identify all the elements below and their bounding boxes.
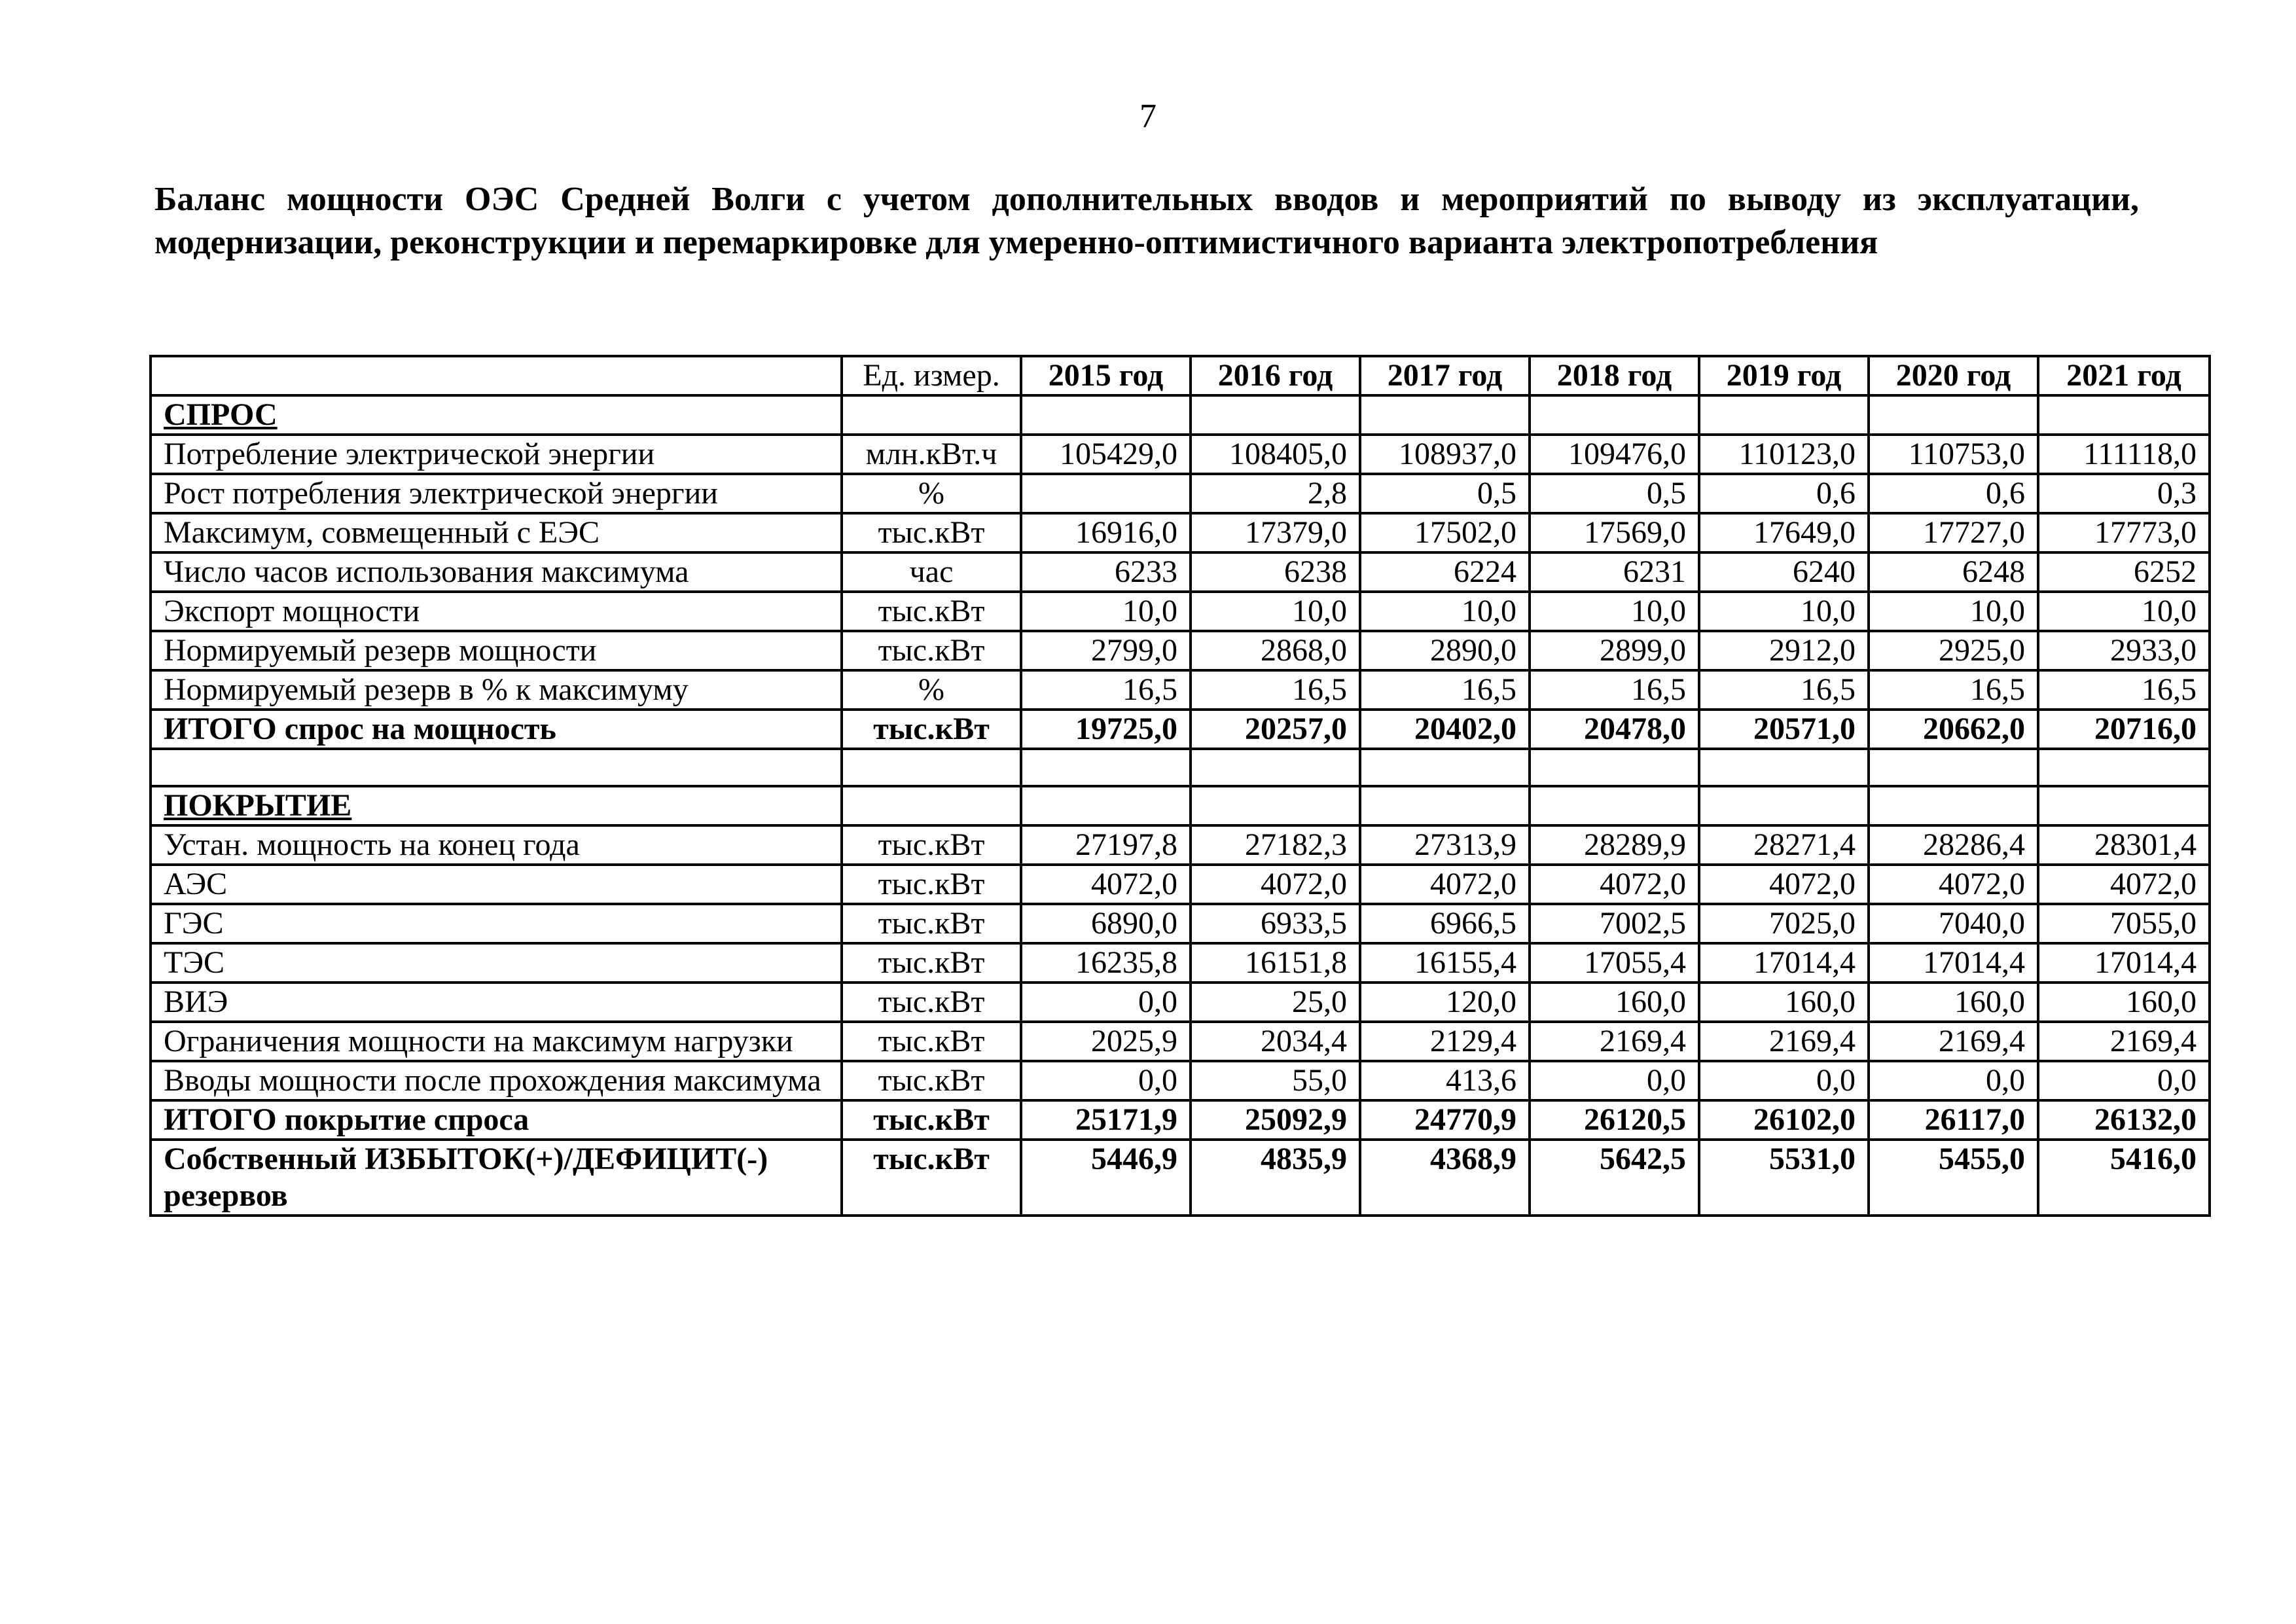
- value-cell: 4368,9: [1360, 1140, 1530, 1216]
- value-cell: 6224: [1360, 552, 1530, 592]
- value-cell: 6252: [2038, 552, 2210, 592]
- demand-total: [151, 710, 2210, 749]
- value-cell: 7025,0: [1699, 904, 1869, 943]
- value-cell: 28271,4: [1699, 825, 1869, 865]
- value-cell: 17502,0: [1360, 513, 1530, 552]
- value-cell: 4072,0: [1191, 865, 1360, 904]
- value-cell: 2933,0: [2038, 631, 2210, 670]
- value-cell: 160,0: [2038, 983, 2210, 1022]
- value-cell: 10,0: [1530, 592, 1699, 631]
- header-year-cell: 2020 год: [1869, 356, 2038, 395]
- value-cell: 0,5: [1360, 474, 1530, 513]
- coverage-total: [151, 1100, 2210, 1140]
- value-cell: 20257,0: [1191, 710, 1360, 749]
- table-row: [151, 435, 2210, 474]
- row-unit: тыс.кВт: [842, 943, 1021, 983]
- value-cell: 2169,4: [1699, 1022, 1869, 1061]
- value-cell: 160,0: [1699, 983, 1869, 1022]
- value-cell: 0,5: [1530, 474, 1699, 513]
- value-cell: 27313,9: [1360, 825, 1530, 865]
- header-year-cell: 2021 год: [2038, 356, 2210, 395]
- value-cell: 5416,0: [2038, 1140, 2210, 1216]
- row-label: ИТОГО покрытие спроса: [151, 1100, 842, 1140]
- value-cell: 25092,9: [1191, 1100, 1360, 1140]
- value-cell: 108937,0: [1360, 435, 1530, 474]
- row-unit: тыс.кВт: [842, 1140, 1021, 1216]
- value-cell: 2925,0: [1869, 631, 2038, 670]
- value-cell: 2868,0: [1191, 631, 1360, 670]
- value-cell: 4072,0: [1699, 865, 1869, 904]
- value-cell: 110123,0: [1699, 435, 1869, 474]
- value-cell: 16,5: [1530, 670, 1699, 710]
- row-label: Устан. мощность на конец года: [151, 825, 842, 865]
- table-row: [151, 1061, 2210, 1100]
- row-label: Максимум, совмещенный с ЕЭС: [151, 513, 842, 552]
- row-unit: тыс.кВт: [842, 1100, 1021, 1140]
- value-cell: 20478,0: [1530, 710, 1699, 749]
- row-label: Ограничения мощности на максимум нагрузки: [151, 1022, 842, 1061]
- row-label: Потребление электрической энергии: [151, 435, 842, 474]
- value-cell: 2169,4: [1869, 1022, 2038, 1061]
- value-cell: 0,0: [1869, 1061, 2038, 1100]
- row-unit: тыс.кВт: [842, 1022, 1021, 1061]
- value-cell: 5446,9: [1021, 1140, 1191, 1216]
- value-cell: 10,0: [1191, 592, 1360, 631]
- table-row: [151, 865, 2210, 904]
- header-year-cell: 2018 год: [1530, 356, 1699, 395]
- row-unit: млн.кВт.ч: [842, 435, 1021, 474]
- row-unit: тыс.кВт: [842, 592, 1021, 631]
- value-cell: 28286,4: [1869, 825, 2038, 865]
- header-year-cell: 2017 год: [1360, 356, 1530, 395]
- header-year-cell: 2019 год: [1699, 356, 1869, 395]
- value-cell: 2129,4: [1360, 1022, 1530, 1061]
- value-cell: 2169,4: [2038, 1022, 2210, 1061]
- value-cell: 5455,0: [1869, 1140, 2038, 1216]
- value-cell: 26132,0: [2038, 1100, 2210, 1140]
- balance-result: [151, 1140, 2210, 1216]
- value-cell: 4072,0: [1021, 865, 1191, 904]
- value-cell: 0,0: [2038, 1061, 2210, 1100]
- table-row: [151, 943, 2210, 983]
- value-cell: 2890,0: [1360, 631, 1530, 670]
- value-cell: 16235,8: [1021, 943, 1191, 983]
- value-cell: 16,5: [2038, 670, 2210, 710]
- row-label: ТЭС: [151, 943, 842, 983]
- value-cell: 26117,0: [1869, 1100, 2038, 1140]
- table-row: [151, 592, 2210, 631]
- row-label: АЭС: [151, 865, 842, 904]
- row-label: Экспорт мощности: [151, 592, 842, 631]
- value-cell: 10,0: [2038, 592, 2210, 631]
- value-cell: 2899,0: [1530, 631, 1699, 670]
- row-unit: тыс.кВт: [842, 904, 1021, 943]
- value-cell: 16916,0: [1021, 513, 1191, 552]
- value-cell: 26120,5: [1530, 1100, 1699, 1140]
- value-cell: 6933,5: [1191, 904, 1360, 943]
- value-cell: 0,6: [1869, 474, 2038, 513]
- row-unit: тыс.кВт: [842, 1061, 1021, 1100]
- value-cell: 28289,9: [1530, 825, 1699, 865]
- value-cell: 110753,0: [1869, 435, 2038, 474]
- value-cell: 0,0: [1699, 1061, 1869, 1100]
- row-label: Рост потребления электрической энергии: [151, 474, 842, 513]
- table-row: [151, 1022, 2210, 1061]
- value-cell: 0,0: [1021, 983, 1191, 1022]
- header-unit-cell: Ед. измер.: [842, 356, 1021, 395]
- coverage-section-heading: ПОКРЫТИЕ: [164, 788, 352, 823]
- row-label: Число часов использования максимума: [151, 552, 842, 592]
- value-cell: 108405,0: [1191, 435, 1360, 474]
- row-unit: тыс.кВт: [842, 710, 1021, 749]
- value-cell: 10,0: [1699, 592, 1869, 631]
- value-cell: 4072,0: [1530, 865, 1699, 904]
- value-cell: 20402,0: [1360, 710, 1530, 749]
- value-cell: 105429,0: [1021, 435, 1191, 474]
- row-unit: тыс.кВт: [842, 825, 1021, 865]
- value-cell: 0,6: [1699, 474, 1869, 513]
- value-cell: 17014,4: [2038, 943, 2210, 983]
- row-unit: %: [842, 670, 1021, 710]
- row-unit: %: [842, 474, 1021, 513]
- row-unit: тыс.кВт: [842, 513, 1021, 552]
- value-cell: 17773,0: [2038, 513, 2210, 552]
- value-cell: 4072,0: [1869, 865, 2038, 904]
- value-cell: 20716,0: [2038, 710, 2210, 749]
- row-label: Собственный ИЗБЫТОК(+)/ДЕФИЦИТ(-) резервов: [151, 1140, 842, 1216]
- value-cell: 16,5: [1191, 670, 1360, 710]
- row-unit: час: [842, 552, 1021, 592]
- value-cell: 55,0: [1191, 1061, 1360, 1100]
- value-cell: 0,3: [2038, 474, 2210, 513]
- table-row: [151, 825, 2210, 865]
- coverage-section-row: [151, 786, 2210, 825]
- document-title: Баланс мощности ОЭС Средней Волги с учетом дополнительных вводов и мероприятий по выводу из эксплуатации, модернизации, реконструкции и перемаркировке для умеренно-оптимистичного варианта электропотребления: [154, 181, 2139, 261]
- value-cell: 16,5: [1021, 670, 1191, 710]
- row-unit: тыс.кВт: [842, 865, 1021, 904]
- header-year-cell: 2015 год: [1021, 356, 1191, 395]
- demand-section-heading: СПРОС: [164, 397, 278, 432]
- table-row: [151, 904, 2210, 943]
- table-row: [151, 670, 2210, 710]
- value-cell: 10,0: [1360, 592, 1530, 631]
- value-cell: 7055,0: [2038, 904, 2210, 943]
- value-cell: 0,0: [1021, 1061, 1191, 1100]
- value-cell: [1021, 474, 1191, 513]
- value-cell: 17727,0: [1869, 513, 2038, 552]
- value-cell: 24770,9: [1360, 1100, 1530, 1140]
- value-cell: 20662,0: [1869, 710, 2038, 749]
- value-cell: 17055,4: [1530, 943, 1699, 983]
- power-balance-table: [149, 355, 2211, 1217]
- value-cell: 2025,9: [1021, 1022, 1191, 1061]
- row-label: ГЭС: [151, 904, 842, 943]
- header-year-cell: 2016 год: [1191, 356, 1360, 395]
- value-cell: 120,0: [1360, 983, 1530, 1022]
- spacer-row: [151, 749, 2210, 786]
- demand-section-row: [151, 395, 2210, 435]
- value-cell: 109476,0: [1530, 435, 1699, 474]
- value-cell: 28301,4: [2038, 825, 2210, 865]
- value-cell: 5531,0: [1699, 1140, 1869, 1216]
- value-cell: 2034,4: [1191, 1022, 1360, 1061]
- value-cell: 7002,5: [1530, 904, 1699, 943]
- value-cell: 6238: [1191, 552, 1360, 592]
- row-label: Нормируемый резерв мощности: [151, 631, 842, 670]
- value-cell: 27197,8: [1021, 825, 1191, 865]
- value-cell: 17379,0: [1191, 513, 1360, 552]
- value-cell: 0,0: [1530, 1061, 1699, 1100]
- demand-total-row: [151, 710, 2210, 749]
- value-cell: 160,0: [1530, 983, 1699, 1022]
- row-label: Вводы мощности после прохождения максимума: [151, 1061, 842, 1100]
- value-cell: 4835,9: [1191, 1140, 1360, 1216]
- value-cell: 27182,3: [1191, 825, 1360, 865]
- value-cell: 17014,4: [1699, 943, 1869, 983]
- table-row: [151, 552, 2210, 592]
- row-unit: тыс.кВт: [842, 983, 1021, 1022]
- value-cell: 5642,5: [1530, 1140, 1699, 1216]
- value-cell: 6248: [1869, 552, 2038, 592]
- row-label: ВИЭ: [151, 983, 842, 1022]
- demand-rows: [151, 435, 2210, 710]
- value-cell: 16151,8: [1191, 943, 1360, 983]
- table-row: [151, 513, 2210, 552]
- row-unit: тыс.кВт: [842, 631, 1021, 670]
- value-cell: 4072,0: [2038, 865, 2210, 904]
- value-cell: 2912,0: [1699, 631, 1869, 670]
- value-cell: 7040,0: [1869, 904, 2038, 943]
- value-cell: 16155,4: [1360, 943, 1530, 983]
- coverage-total-row: [151, 1100, 2210, 1140]
- value-cell: 16,5: [1360, 670, 1530, 710]
- value-cell: 413,6: [1360, 1061, 1530, 1100]
- value-cell: 6233: [1021, 552, 1191, 592]
- value-cell: 25171,9: [1021, 1100, 1191, 1140]
- value-cell: 17014,4: [1869, 943, 2038, 983]
- page-number: 7: [1139, 98, 1157, 135]
- value-cell: 10,0: [1021, 592, 1191, 631]
- value-cell: 6890,0: [1021, 904, 1191, 943]
- value-cell: 19725,0: [1021, 710, 1191, 749]
- value-cell: 6240: [1699, 552, 1869, 592]
- table-header-row: [151, 356, 2210, 395]
- value-cell: 2799,0: [1021, 631, 1191, 670]
- value-cell: 4072,0: [1360, 865, 1530, 904]
- value-cell: 2169,4: [1530, 1022, 1699, 1061]
- table-row: [151, 474, 2210, 513]
- table-row: [151, 631, 2210, 670]
- value-cell: 20571,0: [1699, 710, 1869, 749]
- header-label-cell: [151, 356, 842, 395]
- coverage-rows: [151, 825, 2210, 1100]
- table-row: [151, 983, 2210, 1022]
- value-cell: 16,5: [1869, 670, 2038, 710]
- value-cell: 10,0: [1869, 592, 2038, 631]
- row-label: ИТОГО спрос на мощность: [151, 710, 842, 749]
- value-cell: 25,0: [1191, 983, 1360, 1022]
- value-cell: 17569,0: [1530, 513, 1699, 552]
- value-cell: 160,0: [1869, 983, 2038, 1022]
- value-cell: 26102,0: [1699, 1100, 1869, 1140]
- value-cell: 6231: [1530, 552, 1699, 592]
- value-cell: 6966,5: [1360, 904, 1530, 943]
- value-cell: 2,8: [1191, 474, 1360, 513]
- row-label: Нормируемый резерв в % к максимуму: [151, 670, 842, 710]
- value-cell: 111118,0: [2038, 435, 2210, 474]
- surplus-deficit-row: [151, 1140, 2210, 1216]
- value-cell: 16,5: [1699, 670, 1869, 710]
- value-cell: 17649,0: [1699, 513, 1869, 552]
